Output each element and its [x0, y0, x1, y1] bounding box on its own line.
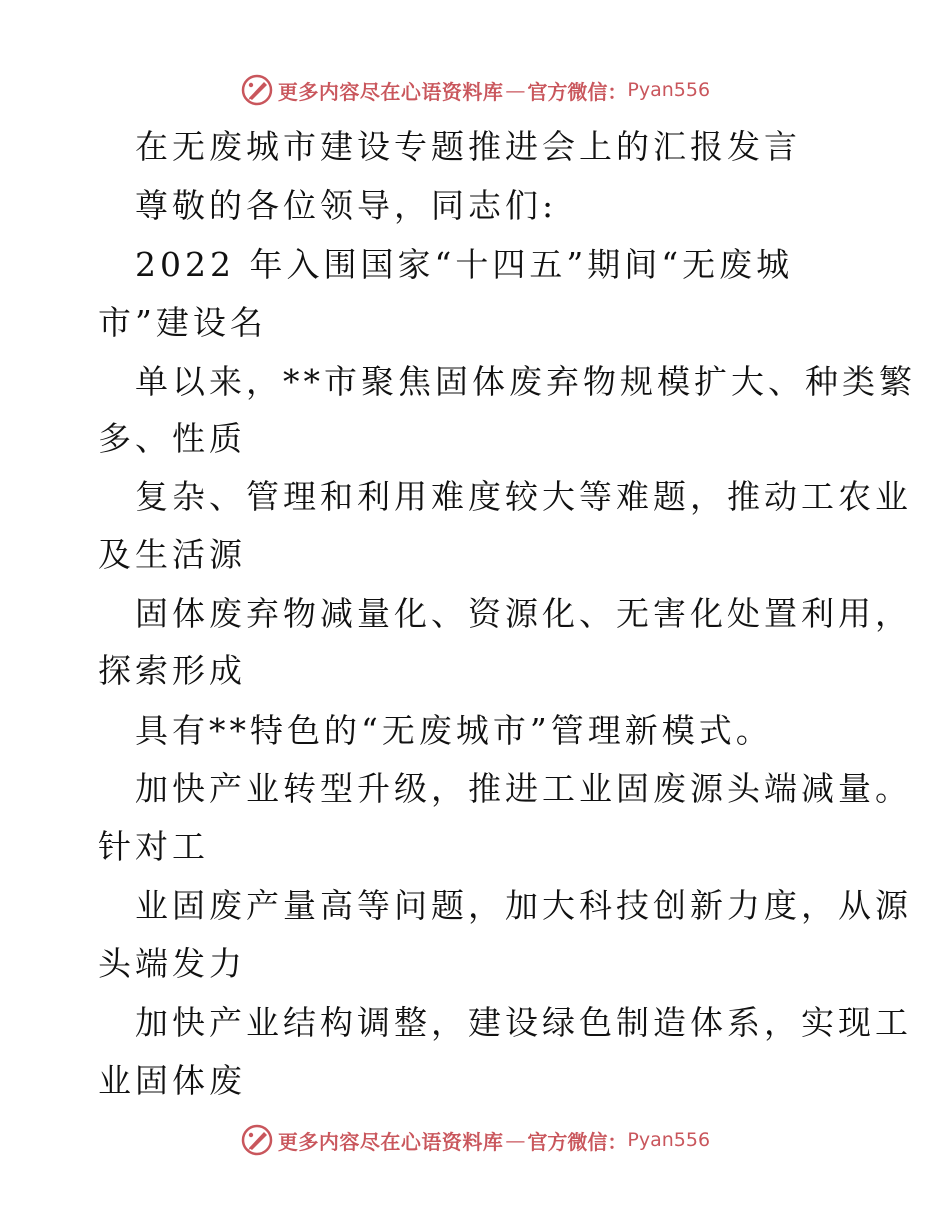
paragraph-line: 市”建设名 [98, 303, 267, 342]
salutation: 尊敬的各位领导，同志们: [135, 186, 558, 225]
paragraph-line: 业固废产量高等问题，加大科技创新力度，从源 [135, 886, 912, 925]
watermark-brand-text: 更多内容尽在心语资料库 [277, 1129, 504, 1154]
watermark-brand-text: 更多内容尽在心语资料库 [277, 79, 504, 104]
paragraph-line: 2022 年入围国家“十四五”期间“无废城 [135, 245, 794, 284]
watermark-label: 官方微信： [527, 79, 628, 104]
paragraph-line: 加快产业结构调整，建设绿色制造体系，实现工 [135, 1003, 912, 1042]
paragraph-line: 多、性质 [98, 419, 246, 458]
quill-pen-seal-icon [240, 1123, 274, 1157]
paragraph-line: 加快产业转型升级，推进工业固废源头端减量。 [135, 769, 912, 808]
paragraph-line: 具有**特色的“无废城市”管理新模式。 [135, 711, 773, 750]
quill-pen-seal-icon [240, 73, 274, 107]
paragraph-line: 头端发力 [98, 944, 246, 983]
document-title: 在无废城市建设专题推进会上的汇报发言 [135, 127, 801, 166]
watermark-wechat-id: Pyan556 [627, 79, 711, 101]
watermark-label: 官方微信： [527, 1129, 628, 1154]
paragraph-line: 单以来，**市聚焦固体废弃物规模扩大、种类繁 [135, 362, 916, 401]
footer-watermark [0, 1120, 950, 1160]
paragraph-line: 及生活源 [98, 535, 246, 574]
header-watermark [0, 70, 950, 110]
paragraph-line: 针对工 [98, 827, 209, 866]
paragraph-line: 固体废弃物减量化、资源化、无害化处置利用， [135, 594, 912, 633]
watermark-separator: — [505, 78, 526, 102]
paragraph-line: 业固体废 [98, 1061, 246, 1100]
paragraph-line: 复杂、管理和利用难度较大等难题，推动工农业 [135, 477, 912, 516]
watermark-separator: — [505, 1128, 526, 1152]
watermark-wechat-id: Pyan556 [627, 1129, 711, 1151]
paragraph-line: 探索形成 [98, 651, 246, 690]
